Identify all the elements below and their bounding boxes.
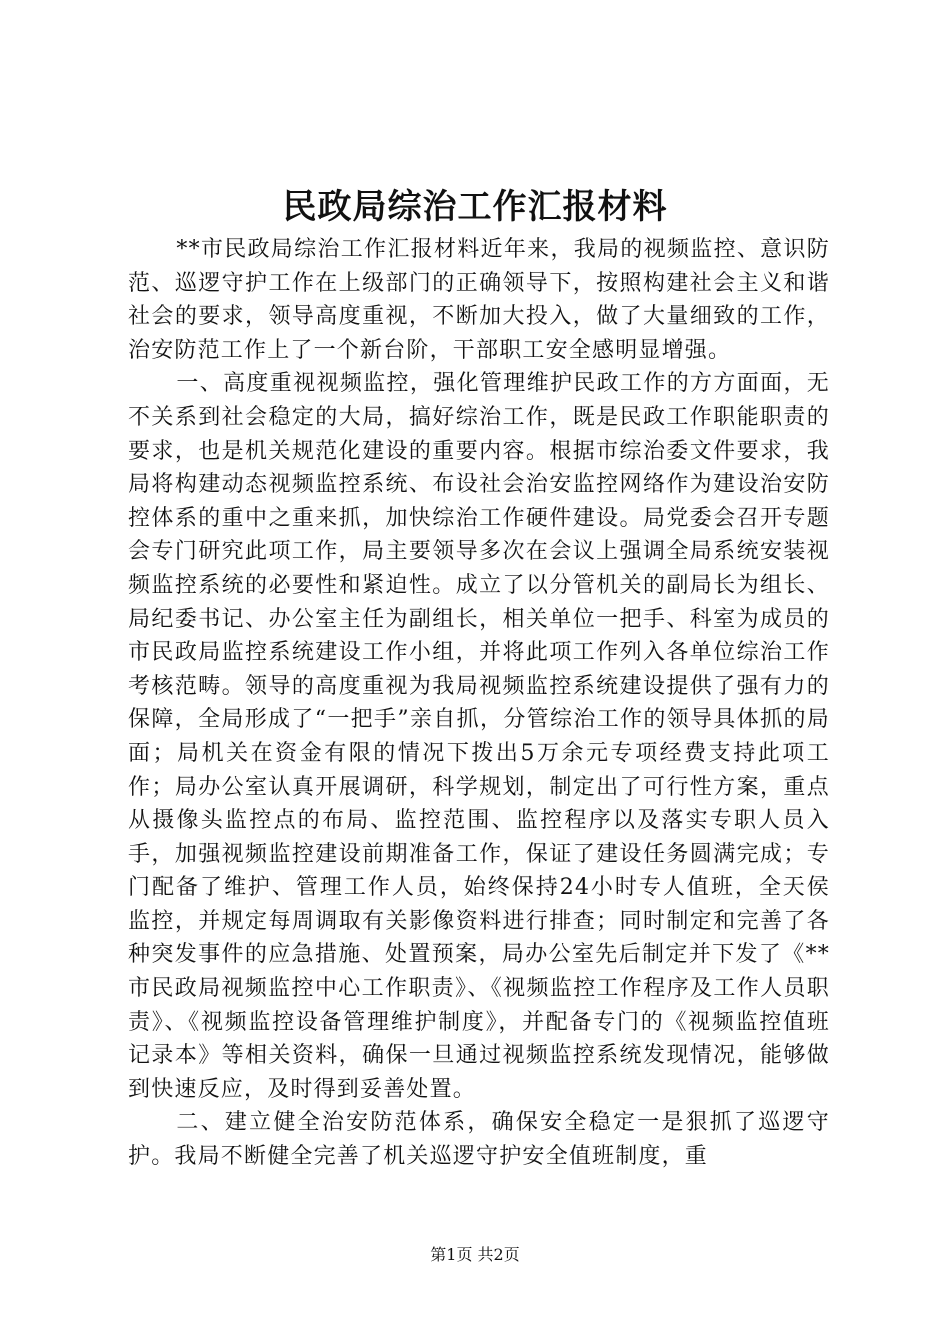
- page-number-footer: 第1页 共2页: [430, 1245, 520, 1264]
- document-title: 民政局综治工作汇报材料: [282, 187, 668, 227]
- paragraph-section-2: 二、建立健全治安防范体系，确保安全稳定一是狠抓了巡逻守护。我局不断健全完善了机关巡逻守护安全值班制度，重: [128, 1110, 830, 1170]
- paragraph-intro: **市民政局综治工作汇报材料近年来，我局的视频监控、意识防范、巡逻守护工作在上级部门的正确领导下，按照构建社会主义和谐社会的要求，领导高度重视，不断加大投入，做了大量细致的工作，治安防范工作上了一个新台阶，干部职工安全感明显增强。: [128, 237, 830, 363]
- paragraph-section-1: 一、高度重视视频监控，强化管理维护民政工作的方方面面，无不关系到社会稳定的大局，搞好综治工作，既是民政工作职能职责的要求，也是机关规范化建设的重要内容。根据市综治委文件要求，我局将构建动态视频监控系统、布设社会治安监控网络作为建设治安防控体系的重中之重来抓，加快综治工作硬件建设。局党委会召开专题会专门研究此项工作，局主要领导多次在会议上强调全局系统安装视频监控系统的必要性和紧迫性。成立了以分管机关的副局长为组长、局纪委书记、办公室主任为副组长，相关单位一把手、科室为成员的市民政局监控系统建设工作小组，并将此项工作列入各单位综治工作考核范畴。领导的高度重视为我局视频监控系统建设提供了强有力的保障，全局形成了“一把手”亲自抓，分管综治工作的领导具体抓的局面；局机关在资金有限的情况下拨出5万余元专项经费支持此项工作；局办公室认真开展调研，科学规划，制定出了可行性方案，重点从摄像头监控点的布局、监控范围、监控程序以及落实专职人员入手，加强视频监控建设前期准备工作，保证了建设任务圆满完成；专门配备了维护、管理工作人员，始终保持24小时专人值班，全天侯监控，并规定每周调取有关影像资料进行排查；同时制定和完善了各种突发事件的应急措施、处置预案，局办公室先后制定并下发了《**市民政局视频监控中心工作职责》、《视频监控工作程序及工作人员职责》、《视频监控设备管理维护制度》，并配备专门的《视频监控值班记录本》等相关资料，确保一旦通过视频监控系统发现情况，能够做到快速反应，及时得到妥善处置。: [128, 371, 830, 1102]
- document-body: [128, 233, 830, 1174]
